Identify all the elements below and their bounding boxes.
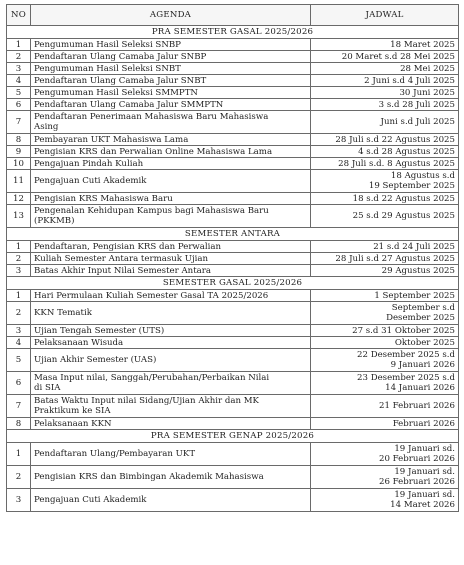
row-agenda: Pengisian KRS dan Perwalian Online Mahasiswa Lama — [31, 146, 311, 158]
row-jadwal: 27 s.d 31 Oktober 2025 — [311, 325, 459, 337]
row-agenda: Batas Akhir Input Nilai Semester Antara — [31, 265, 311, 277]
row-jadwal: 19 Januari sd. 20 Februari 2026 — [311, 443, 459, 466]
table-row — [7, 372, 459, 395]
section-title: PRA SEMESTER GENAP 2025/2026 — [7, 430, 459, 443]
section-title: SEMESTER GASAL 2025/2026 — [7, 277, 459, 290]
section-row — [7, 228, 459, 241]
row-agenda: Pendaftaran Penerimaan Mahasiswa Baru Mahasiswa Asing — [31, 111, 311, 134]
row-jadwal: 18 s.d 22 Agustus 2025 — [311, 193, 459, 205]
row-agenda: Pendaftaran Ulang/Pembayaran UKT — [31, 443, 311, 466]
table-body — [7, 26, 459, 512]
row-jadwal: 21 Februari 2026 — [311, 395, 459, 418]
row-agenda: Pengisian KRS Mahasiswa Baru — [31, 193, 311, 205]
row-agenda: Pengajuan Pindah Kuliah — [31, 158, 311, 170]
row-agenda: Pendaftaran Ulang Camaba Jalur SNBP — [31, 51, 311, 63]
row-jadwal: 2 Juni s.d 4 Juli 2025 — [311, 75, 459, 87]
row-jadwal: 25 s.d 29 Agustus 2025 — [311, 205, 459, 228]
row-jadwal: 18 Maret 2025 — [311, 39, 459, 51]
row-number: 7 — [7, 111, 31, 134]
table-row — [7, 349, 459, 372]
row-number: 1 — [7, 39, 31, 51]
table-row — [7, 337, 459, 349]
table-row — [7, 170, 459, 193]
row-jadwal: 28 Mei 2025 — [311, 63, 459, 75]
row-number: 3 — [7, 63, 31, 75]
table-row — [7, 134, 459, 146]
row-jadwal: 21 s.d 24 Juli 2025 — [311, 241, 459, 253]
row-jadwal: 28 Juli s.d 27 Agustus 2025 — [311, 253, 459, 265]
row-number: 7 — [7, 395, 31, 418]
row-number: 10 — [7, 158, 31, 170]
calendar-document — [6, 4, 458, 512]
row-agenda: Pengisian KRS dan Bimbingan Akademik Mahasiswa — [31, 466, 311, 489]
row-agenda: Pelaksanaan KKN — [31, 418, 311, 430]
row-agenda: Pendaftaran, Pengisian KRS dan Perwalian — [31, 241, 311, 253]
row-number: 1 — [7, 241, 31, 253]
header-jadwal: JADWAL — [311, 5, 459, 26]
row-jadwal: Oktober 2025 — [311, 337, 459, 349]
row-agenda: Pendaftaran Ulang Camaba Jalur SNBT — [31, 75, 311, 87]
row-number: 2 — [7, 466, 31, 489]
row-jadwal: 18 Agustus s.d 19 September 2025 — [311, 170, 459, 193]
table-row — [7, 75, 459, 87]
row-number: 4 — [7, 75, 31, 87]
section-row — [7, 26, 459, 39]
row-agenda: Pengumuman Hasil Seleksi SMMPTN — [31, 87, 311, 99]
row-jadwal: September s.d Desember 2025 — [311, 302, 459, 325]
table-row — [7, 193, 459, 205]
row-number: 12 — [7, 193, 31, 205]
row-agenda: Ujian Akhir Semester (UAS) — [31, 349, 311, 372]
row-number: 8 — [7, 134, 31, 146]
table-row — [7, 489, 459, 512]
row-number: 11 — [7, 170, 31, 193]
table-row — [7, 63, 459, 75]
table-row — [7, 99, 459, 111]
row-jadwal: 23 Desember 2025 s.d 14 Januari 2026 — [311, 372, 459, 395]
row-agenda: Ujian Tengah Semester (UTS) — [31, 325, 311, 337]
header-row — [7, 5, 459, 26]
row-number: 6 — [7, 99, 31, 111]
row-jadwal: 19 Januari sd. 14 Maret 2026 — [311, 489, 459, 512]
section-title: SEMESTER ANTARA — [7, 228, 459, 241]
section-row — [7, 277, 459, 290]
row-jadwal: 30 Juni 2025 — [311, 87, 459, 99]
table-row — [7, 265, 459, 277]
header-no: NO — [7, 5, 31, 26]
table-row — [7, 395, 459, 418]
table-row — [7, 146, 459, 158]
table-row — [7, 466, 459, 489]
table-row — [7, 253, 459, 265]
table-header — [7, 5, 459, 26]
row-agenda: Pengumuman Hasil Seleksi SNBP — [31, 39, 311, 51]
row-number: 4 — [7, 337, 31, 349]
row-agenda: Pengajuan Cuti Akademik — [31, 489, 311, 512]
row-agenda: Pengenalan Kehidupan Kampus bagi Mahasiswa Baru (PKKMB) — [31, 205, 311, 228]
row-number: 3 — [7, 489, 31, 512]
row-number: 1 — [7, 290, 31, 302]
table-row — [7, 39, 459, 51]
row-agenda: Pelaksanaan Wisuda — [31, 337, 311, 349]
table-row — [7, 87, 459, 99]
table-row — [7, 205, 459, 228]
academic-calendar-table — [6, 4, 459, 512]
row-number: 6 — [7, 372, 31, 395]
row-jadwal: 3 s.d 28 Juli 2025 — [311, 99, 459, 111]
table-row — [7, 302, 459, 325]
row-agenda: Kuliah Semester Antara termasuk Ujian — [31, 253, 311, 265]
row-number: 2 — [7, 302, 31, 325]
table-row — [7, 325, 459, 337]
table-row — [7, 51, 459, 63]
table-row — [7, 418, 459, 430]
row-number: 5 — [7, 349, 31, 372]
row-number: 3 — [7, 325, 31, 337]
row-jadwal: 4 s.d 28 Agustus 2025 — [311, 146, 459, 158]
row-number: 9 — [7, 146, 31, 158]
table-row — [7, 111, 459, 134]
row-agenda: Pendaftaran Ulang Camaba Jalur SMMPTN — [31, 99, 311, 111]
row-jadwal: Juni s.d Juli 2025 — [311, 111, 459, 134]
row-agenda: Batas Waktu Input nilai Sidang/Ujian Akhir dan MK Praktikum ke SIA — [31, 395, 311, 418]
row-jadwal: 29 Agustus 2025 — [311, 265, 459, 277]
row-jadwal: 19 Januari sd. 26 Februari 2026 — [311, 466, 459, 489]
row-number: 5 — [7, 87, 31, 99]
row-number: 2 — [7, 51, 31, 63]
row-number: 3 — [7, 265, 31, 277]
row-jadwal: 28 Juli s.d 22 Agustus 2025 — [311, 134, 459, 146]
row-number: 8 — [7, 418, 31, 430]
row-agenda: Pengumuman Hasil Seleksi SNBT — [31, 63, 311, 75]
row-jadwal: 20 Maret s.d 28 Mei 2025 — [311, 51, 459, 63]
section-row — [7, 430, 459, 443]
row-number: 1 — [7, 443, 31, 466]
table-row — [7, 443, 459, 466]
row-jadwal: Februari 2026 — [311, 418, 459, 430]
table-row — [7, 158, 459, 170]
row-agenda: Hari Permulaan Kuliah Semester Gasal TA 2025/2026 — [31, 290, 311, 302]
row-agenda: Pembayaran UKT Mahasiswa Lama — [31, 134, 311, 146]
row-agenda: Pengajuan Cuti Akademik — [31, 170, 311, 193]
section-title: PRA SEMESTER GASAL 2025/2026 — [7, 26, 459, 39]
row-jadwal: 28 Juli s.d. 8 Agustus 2025 — [311, 158, 459, 170]
row-agenda: Masa Input nilai, Sanggah/Perubahan/Perbaikan Nilai di SIA — [31, 372, 311, 395]
table-row — [7, 290, 459, 302]
row-agenda: KKN Tematik — [31, 302, 311, 325]
table-row — [7, 241, 459, 253]
row-jadwal: 1 September 2025 — [311, 290, 459, 302]
row-number: 13 — [7, 205, 31, 228]
row-jadwal: 22 Desember 2025 s.d 9 Januari 2026 — [311, 349, 459, 372]
header-agenda: AGENDA — [31, 5, 311, 26]
row-number: 2 — [7, 253, 31, 265]
